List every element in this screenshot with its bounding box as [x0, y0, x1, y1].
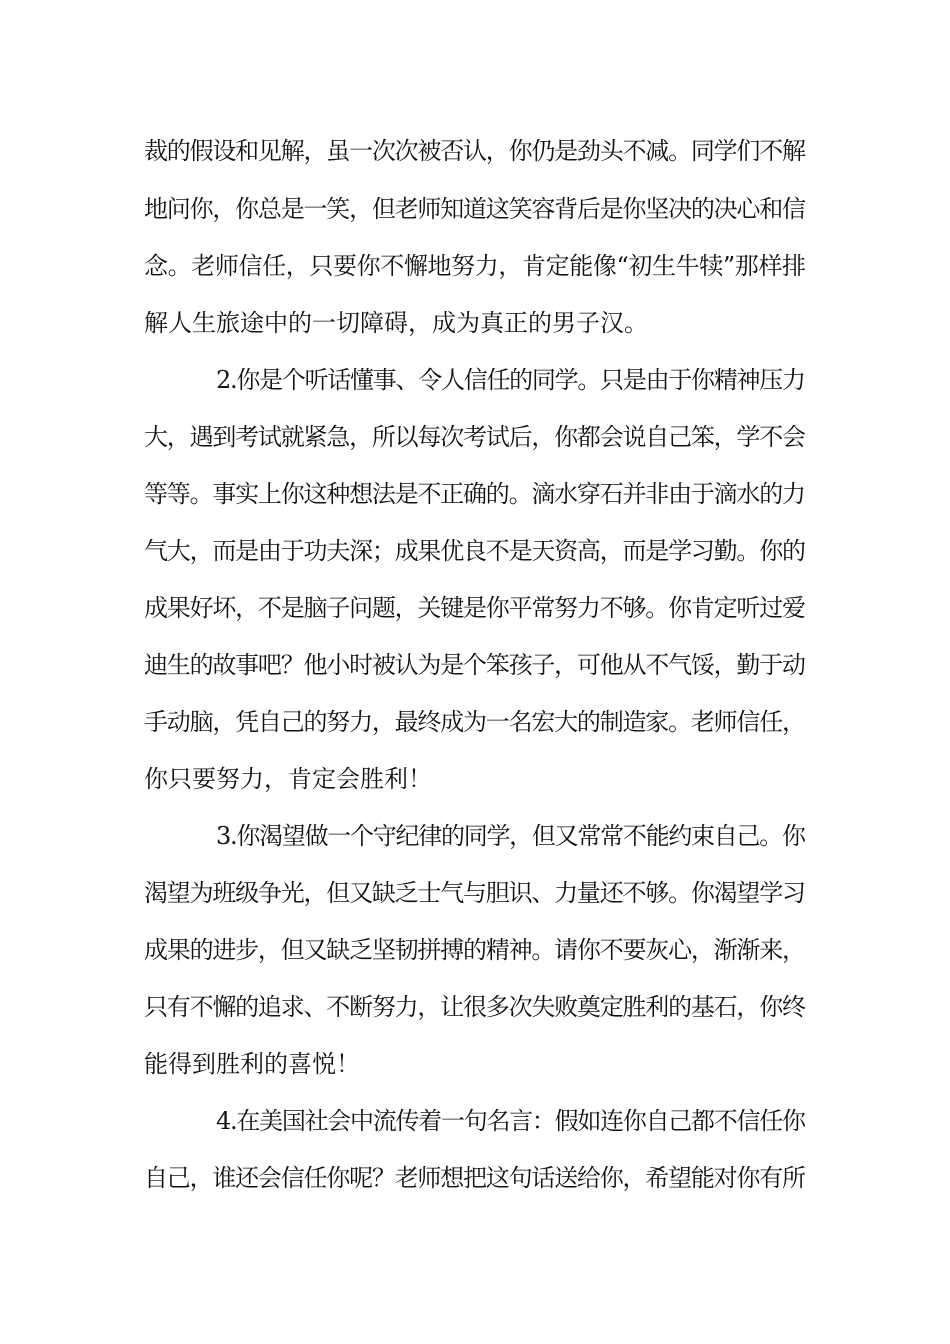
- line-text: 裁的假设和见解，虽一次次被否认，你仍是劲头不减。同学们不解: [144, 137, 805, 165]
- line-text: 能得到胜利的喜悦！: [144, 1050, 360, 1078]
- line-text: 大，遇到考试就紧急，所以每次考试后，你都会说自己笨，学不会: [144, 423, 805, 451]
- line-text: 渴望为班级争光，但又缺乏士气与胆识、力量还不够。你渴望学习: [144, 879, 805, 907]
- line-text: 4.在美国社会中流传着一句名言：假如连你自己都不信任你: [216, 1107, 805, 1135]
- text-line: [0, 474, 950, 514]
- line-text: 只有不懈的追求、不断努力，让很多次失败奠定胜利的基石，你终: [144, 993, 805, 1021]
- text-line: [0, 1101, 950, 1141]
- line-text: 成果好坏，不是脑子问题，关键是你平常努力不够。你肯定听过爱: [144, 594, 805, 622]
- text-line: [0, 987, 950, 1027]
- line-text: 2.你是个听话懂事、令人信任的同学。只是由于你精神压力: [216, 366, 805, 394]
- text-line: [0, 246, 950, 286]
- text-line: [0, 303, 950, 343]
- text-line: [0, 930, 950, 970]
- line-text: 解人生旅途中的一切障碍，成为真正的男子汉。: [144, 309, 648, 337]
- line-text: 3.你渴望做一个守纪律的同学，但又常常不能约束自己。你: [216, 822, 805, 850]
- text-line: [0, 759, 950, 799]
- line-text: 你只要努力，肯定会胜利！: [144, 765, 432, 793]
- text-line: [0, 131, 950, 171]
- text-line: [0, 588, 950, 628]
- line-text: 气大，而是由于功夫深；成果优良不是天资高，而是学习勤。你的: [144, 537, 805, 565]
- text-line: [0, 189, 950, 229]
- text-line: [0, 816, 950, 856]
- line-text: 手动脑，凭自己的努力，最终成为一名宏大的制造家。老师信任，: [144, 708, 805, 736]
- line-text: 自己，谁还会信任你呢？老师想把这句话送给你，希望能对你有所: [144, 1164, 805, 1192]
- text-line: [0, 1158, 950, 1198]
- line-text: 成果的进步，但又缺乏坚韧拼搏的精神。请你不要灰心，渐渐来，: [144, 936, 805, 964]
- line-text: 地问你，你总是一笑，但老师知道这笑容背后是你坚决的决心和信: [144, 195, 805, 223]
- text-line: [0, 417, 950, 457]
- text-line: [0, 645, 950, 685]
- line-text: 念。老师信任，只要你不懈地努力，肯定能像“初生牛犊”那样排: [144, 252, 806, 280]
- text-line: [0, 1044, 950, 1084]
- text-line: [0, 873, 950, 913]
- text-line: [0, 360, 950, 400]
- text-line: [0, 702, 950, 742]
- line-text: 迪生的故事吧？他小时被认为是个笨孩子，可他从不气馁，勤于动: [144, 651, 805, 679]
- text-line: [0, 531, 950, 571]
- line-text: 等等。事实上你这种想法是不正确的。滴水穿石并非由于滴水的力: [144, 480, 805, 508]
